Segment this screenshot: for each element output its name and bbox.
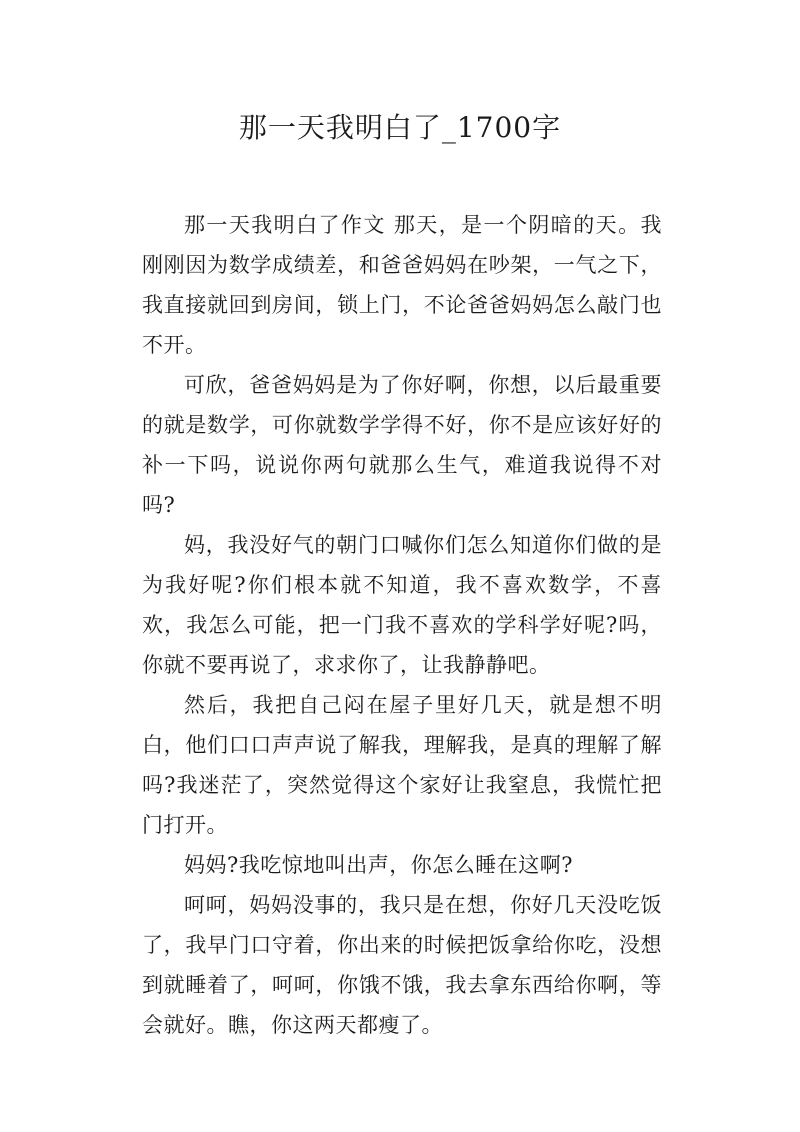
document-title: 那一天我明白了_1700字: [238, 111, 562, 144]
paragraph: 呵呵，妈妈没事的，我只是在想，你好几天没吃饭了，我早门口守着，你出来的时候把饭拿给你吃，没想到就睡着了，呵呵，你饿不饿，我去拿东西给你啊，等会就好。瞧，你这两天都瘦了。: [142, 893, 662, 1037]
paragraph: 那一天我明白了作文 那天，是一个阴暗的天。我刚刚因为数学成绩差，和爸爸妈妈在吵架，一气之下，我直接就回到房间，锁上门，不论爸爸妈妈怎么敲门也不开。: [142, 213, 662, 357]
document-body: [142, 205, 662, 1045]
paragraph: 妈妈?我吃惊地叫出声，你怎么睡在这啊?: [184, 853, 574, 877]
paragraph: 妈，我没好气的朝门口喊你们怎么知道你们做的是为我好呢?你们根本就不知道，我不喜欢数学，不喜欢，我怎么可能，把一门我不喜欢的学科学好呢?吗，你就不要再说了，求求你了，让我静静吧。: [142, 533, 662, 677]
paragraph: 可欣，爸爸妈妈是为了你好啊，你想，以后最重要的就是数学，可你就数学学得不好，你不是应该好好的补一下吗，说说你两句就那么生气，难道我说得不对吗?: [142, 373, 662, 517]
paragraph: 然后，我把自己闷在屋子里好几天，就是想不明白，他们口口声声说了解我，理解我，是真的理解了解吗?我迷茫了，突然觉得这个家好让我窒息，我慌忙把门打开。: [142, 693, 662, 837]
